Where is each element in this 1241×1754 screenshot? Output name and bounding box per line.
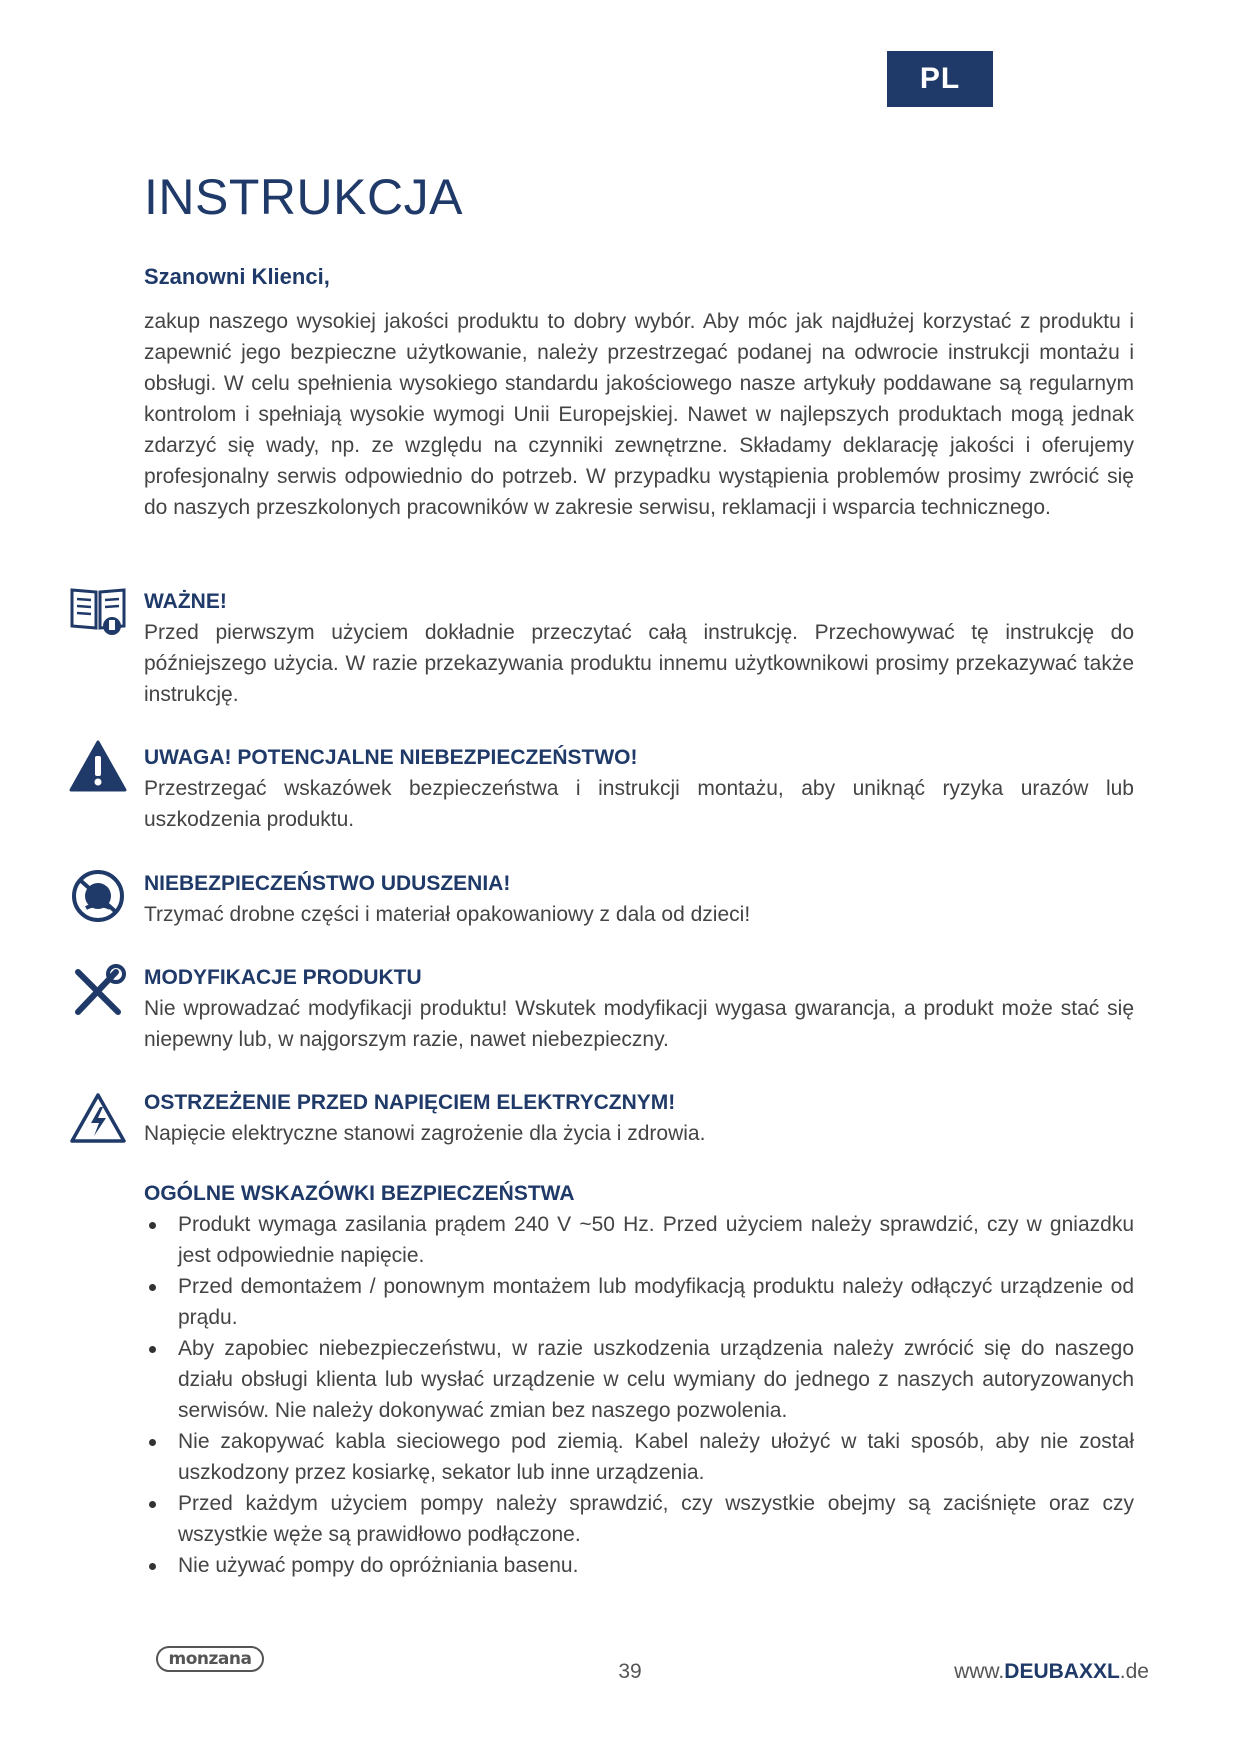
electric-hazard-icon	[68, 1090, 128, 1146]
language-badge: PL	[887, 51, 993, 107]
section-electric-text: Napięcie elektryczne stanowi zagrożenie dla życia i zdrowia.	[144, 1122, 706, 1145]
site-suffix: .de	[1119, 1660, 1149, 1683]
list-item: Nie używać pompy do opróżniania basenu.	[144, 1550, 1134, 1581]
section-general-title: OGÓLNE WSKAZÓWKI BEZPIECZEŃSTWA	[144, 1182, 575, 1205]
list-item: Nie zakopywać kabla sieciowego pod ziemią. Kabel należy ułożyć w taki sposób, aby nie został uszkodzony przez kosiarkę, sekator lub inne urządzenia.	[144, 1426, 1134, 1488]
site-prefix: www.	[954, 1660, 1005, 1683]
section-modification-title: MODYFIKACJE PRODUKTU	[144, 966, 422, 989]
section-important-title: WAŻNE!	[144, 590, 227, 613]
section-general	[144, 1178, 1134, 1581]
section-suffocation	[144, 868, 1134, 930]
website-link[interactable]	[954, 1660, 1149, 1684]
section-important-text: Przed pierwszym użyciem dokładnie przeczytać całą instrukcję. Przechowywać tę instrukcję do późniejszego użycia. W razie przekazywania produktu innemu użytkownikowi prosimy przekazywać także instrukcję.	[144, 621, 1134, 706]
page-title: INSTRUKCJA	[144, 169, 463, 225]
intro-paragraph: zakup naszego wysokiej jakości produktu to dobry wybór. Aby móc jak najdłużej korzystać z produktu i zapewnić jego bezpieczne użytkowanie, należy przestrzegać podanej na odwrocie instrukcji montażu i obsługi. W celu spełnienia wysokiego standardu jakościowego nasze artykuły poddawane są regularnym kontrolom i spełniają wysokie wymogi Unii Europejskiej. Nawet w najlepszych produktach mogą jednak zdarzyć się wady, np. ze względu na czynniki zewnętrzne. Składamy deklarację jakości i oferujemy profesjonalny serwis odpowiednio do potrzeb. W przypadku wystąpienia problemów prosimy zwrócić się do naszych przeszkolonych pracowników w zakresie serwisu, reklamacji i wsparcia technicznego.	[144, 310, 1134, 519]
list-item: Przed każdym użyciem pompy należy sprawdzić, czy wszystkie obejmy są zaciśnięte oraz czy wszystkie węże są prawidłowo podłączone.	[144, 1488, 1134, 1550]
general-safety-list	[144, 1209, 1134, 1581]
section-important	[144, 586, 1134, 710]
section-modification	[144, 962, 1134, 1055]
brand-logo: monzana	[156, 1646, 264, 1672]
section-caution	[144, 742, 1134, 835]
warning-triangle-icon	[68, 738, 128, 794]
list-item: Przed demontażem / ponownym montażem lub modyfikacją produktu należy odłączyć urządzenie od prądu.	[144, 1271, 1134, 1333]
section-modification-text: Nie wprowadzać modyfikacji produktu! Wskutek modyfikacji wygasa gwarancja, a produkt może stać się niepewny lub, w najgorszym razie, nawet niebezpieczny.	[144, 997, 1134, 1051]
section-electric-title: OSTRZEŻENIE PRZED NAPIĘCIEM ELEKTRYCZNYM!	[144, 1091, 676, 1114]
section-suffocation-title: NIEBEZPIECZEŃSTWO UDUSZENIA!	[144, 872, 511, 895]
section-caution-text: Przestrzegać wskazówek bezpieczeństwa i instrukcji montażu, aby uniknąć ryzyka urazów lub uszkodzenia produktu.	[144, 777, 1134, 831]
greeting: Szanowni Klienci,	[144, 264, 330, 289]
site-brand: DEUBAXXL	[1004, 1660, 1120, 1683]
choking-hazard-icon	[68, 868, 128, 924]
section-caution-title: UWAGA! POTENCJALNE NIEBEZPIECZEŃSTWO!	[144, 746, 638, 769]
section-suffocation-text: Trzymać drobne części i materiał opakowaniowy z dala od dzieci!	[144, 903, 751, 926]
tools-icon	[68, 964, 128, 1020]
manual-book-icon	[68, 582, 128, 638]
section-electric	[144, 1087, 1134, 1149]
list-item: Produkt wymaga zasilania prądem 240 V ~50 Hz. Przed użyciem należy sprawdzić, czy w gniazdku jest odpowiednie napięcie.	[144, 1209, 1134, 1271]
page-number: 39	[618, 1660, 642, 1683]
list-item: Aby zapobiec niebezpieczeństwu, w razie uszkodzenia urządzenia należy zwrócić się do naszego działu obsługi klienta lub wysłać urządzenie w celu wymiany do jednego z naszych autoryzowanych serwisów. Nie należy dokonywać zmian bez naszego pozwolenia.	[144, 1333, 1134, 1426]
